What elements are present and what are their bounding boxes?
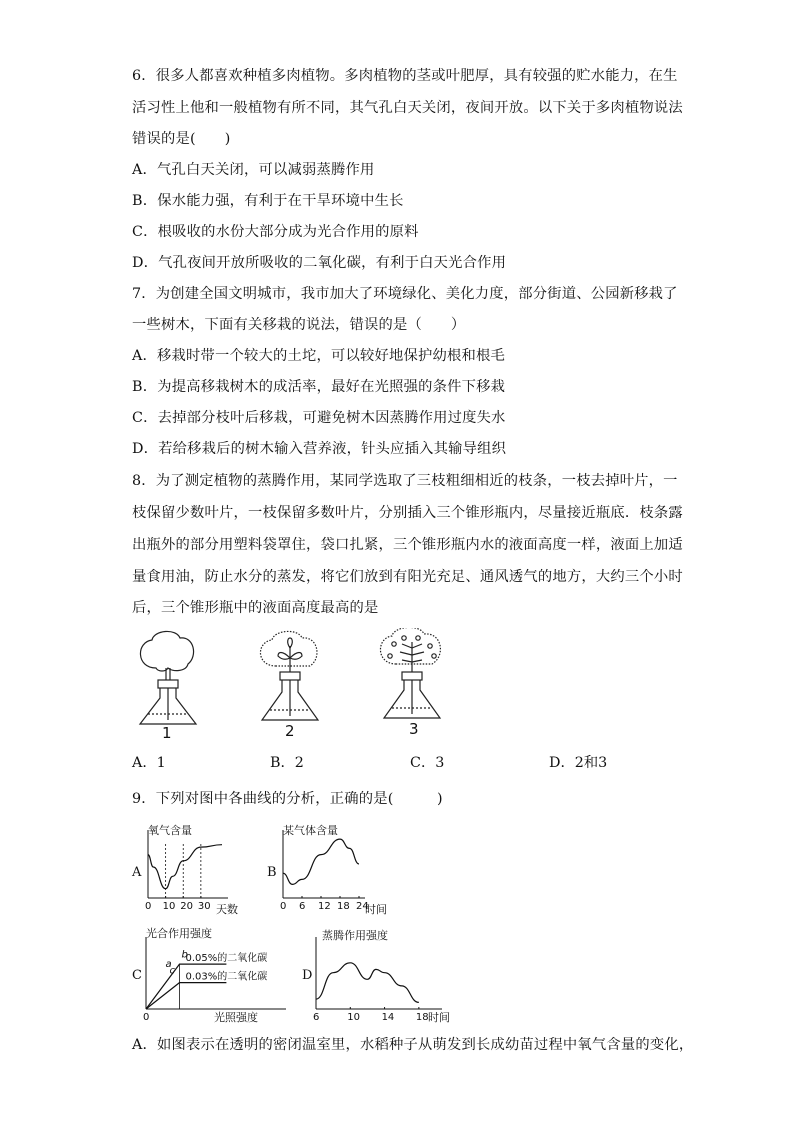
flask-3-illustration xyxy=(380,628,440,718)
chart-b-axes xyxy=(283,830,365,898)
chart-b-series-group xyxy=(283,839,359,884)
point-label-b: b xyxy=(181,949,188,961)
chart-d-panel-label: D xyxy=(302,968,313,983)
chart-c-panel-label: C xyxy=(132,968,142,983)
q8-option-a: A．1 xyxy=(132,755,166,771)
q8-stem-line-5: 后，三个锥形瓶中的液面高度最高的是 xyxy=(132,600,379,616)
chart-c-ylabel: 光合作用强度 xyxy=(146,927,212,940)
chart-c-series-group xyxy=(146,951,267,1009)
q7-option-a: A．移栽时带一个较大的土坨，可以较好地保护幼根和根毛 xyxy=(132,348,505,364)
x-tick-label: 6 xyxy=(313,1012,320,1023)
q7-option-d: D．若给移栽后的树木输入营养液，针头应插入其输导组织 xyxy=(132,441,507,457)
x-tick-label: 24 xyxy=(356,901,369,912)
x-tick-label: 20 xyxy=(180,901,193,912)
q8-flask-figure xyxy=(128,628,458,740)
chart-b-ylabel: 某气体含量 xyxy=(283,824,338,837)
chart-b-panel-label: B xyxy=(267,865,277,880)
chart-a xyxy=(130,822,250,918)
point-label-a: a xyxy=(165,958,172,970)
q6-stem-line-1: 6．很多人都喜欢种植多肉植物。多肉植物的茎或叶肥厚，具有较强的贮水能力，在生 xyxy=(132,68,678,84)
chart-a-ylabel: 氧气含量 xyxy=(148,824,192,837)
chart-c-xlabel: 光照强度 xyxy=(214,1011,258,1024)
x-tick-label: 10 xyxy=(162,901,176,912)
chart-d-ylabel: 蒸腾作用强度 xyxy=(322,929,388,942)
q6-option-c: C．根吸收的水份大部分成为光合作用的原料 xyxy=(132,224,419,240)
chart-a-panel-label: A xyxy=(132,865,142,880)
x-tick-label: 0 xyxy=(143,1012,150,1023)
chart-a-axes xyxy=(148,830,228,898)
q8-stem-line-2: 枝保留少数叶片，一枝保留多数叶片，分别插入三个锥形瓶内，尽量接近瓶底．枝条露 xyxy=(132,505,683,521)
series-line-2 xyxy=(146,983,226,1009)
q8-stem-line-4: 量食用油，防止水分的蒸发，将它们放到有阳光充足、通风透气的地方，大约三个小时 xyxy=(132,569,683,585)
q6-option-d: D．气孔夜间开放所吸收的二氧化碳，有利于白天光合作用 xyxy=(132,255,507,271)
flask-label-3: 3 xyxy=(409,720,419,738)
flask-label-2: 2 xyxy=(285,722,295,740)
q8-stem-line-3: 出瓶外的部分用塑料袋罩住，袋口扎紧，三个锥形瓶内水的液面高度一样，液面上加适 xyxy=(132,537,683,553)
chart-a-xlabel: 天数 xyxy=(216,903,238,916)
q6-option-b: B．保水能力强，有利于在干旱环境中生长 xyxy=(132,193,404,209)
q8-option-b: B．2 xyxy=(270,755,304,771)
series-line-1 xyxy=(148,845,222,889)
x-tick-label: 14 xyxy=(381,1012,395,1023)
q7-stem-line-1: 7．为创建全国文明城市，我市加大了环境绿化、美化力度，部分街道、公园新移栽了 xyxy=(132,286,678,302)
chart-a-series-group xyxy=(148,845,222,889)
flask-label-1: 1 xyxy=(162,724,172,740)
flask-2-illustration xyxy=(260,631,318,720)
x-tick-label: 0 xyxy=(280,901,287,912)
q8-option-d: D．2和3 xyxy=(549,755,608,771)
q7-stem-line-2: 一些树木，下面有关移栽的说法，错误的是（ ） xyxy=(132,317,466,333)
x-tick-label: 12 xyxy=(318,901,331,912)
chart-d xyxy=(300,925,460,1025)
q9-option-a: A．如图表示在透明的密闭温室里，水稻种子从萌发到长成幼苗过程中氧气含量的变化， xyxy=(132,1037,694,1053)
chart-b-xlabel: 时间 xyxy=(365,903,387,916)
x-tick-label: 30 xyxy=(197,901,211,912)
chart-d-xlabel: 时间 xyxy=(428,1011,450,1024)
point-label-c: c xyxy=(169,965,175,977)
series-line-1 xyxy=(283,839,359,884)
x-tick-label: 18 xyxy=(337,901,350,912)
chart-b xyxy=(265,822,395,918)
q6-stem-line-3: 错误的是( ) xyxy=(132,131,231,147)
q9-stem: 9．下列对图中各曲线的分析，正确的是( ) xyxy=(132,791,443,807)
x-tick-label: 10 xyxy=(347,1012,361,1023)
q6-stem-line-2: 活习性上他和一般植物有所不同，其气孔白天关闭，夜间开放。以下关于多肉植物说法 xyxy=(132,100,683,116)
q8-option-c: C．3 xyxy=(410,755,445,771)
series-label-2: 0.03%的二氧化碳 xyxy=(185,971,268,983)
chart-d-series-group xyxy=(316,963,419,1003)
q8-stem-line-1: 8．为了测定植物的蒸腾作用，某同学选取了三枝粗细相近的枝条，一枝去掉叶片，一 xyxy=(132,473,678,489)
flask-1-illustration xyxy=(140,631,196,724)
series-label-1: 0.05%的二氧化碳 xyxy=(185,953,268,965)
x-tick-label: 0 xyxy=(145,901,152,912)
chart-c-tick-group xyxy=(143,1012,149,1023)
q7-option-b: B．为提高移栽树木的成活率，最好在光照强的条件下移栽 xyxy=(132,379,506,395)
q7-option-c: C．去掉部分枝叶后移栽，可避免树木因蒸腾作用过度失水 xyxy=(132,410,506,426)
q6-option-a: A．气孔白天关闭，可以减弱蒸腾作用 xyxy=(132,162,375,178)
x-tick-label: 18 xyxy=(415,1012,429,1023)
x-tick-label: 6 xyxy=(299,901,306,912)
series-line-1 xyxy=(316,963,419,1003)
chart-c xyxy=(130,925,300,1025)
